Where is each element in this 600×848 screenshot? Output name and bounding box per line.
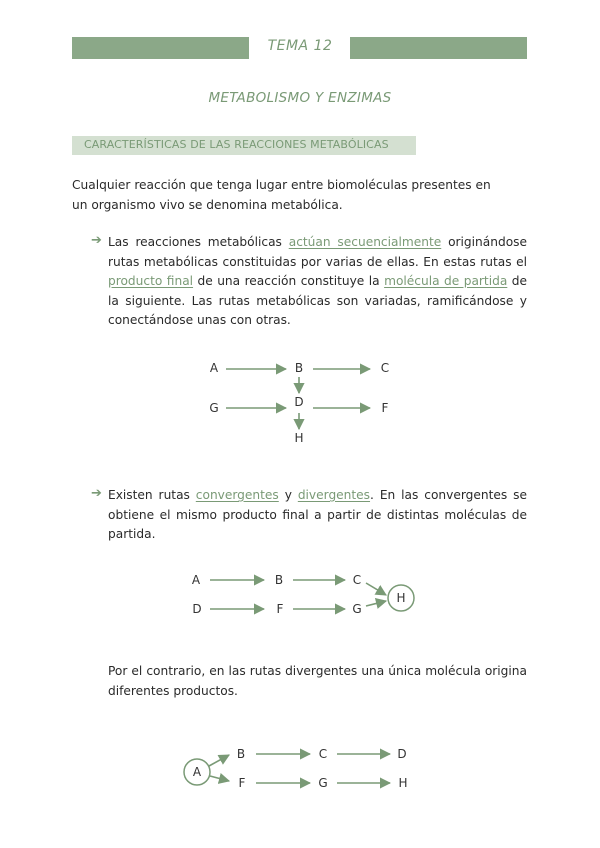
node-C: C <box>318 747 328 761</box>
term-convergentes: convergentes <box>195 488 279 502</box>
document-subtitle: METABOLISMO Y ENZIMAS <box>208 90 392 106</box>
node-A: A <box>191 573 201 587</box>
term-molecula-de-partida: molécula de partida <box>384 274 508 288</box>
term-producto-final: producto final <box>108 274 194 288</box>
node-H: H <box>294 431 304 445</box>
term-divergentes: divergentes <box>297 488 371 502</box>
diagram-divergent <box>184 747 408 790</box>
node-G: G <box>209 401 219 415</box>
node-D: D <box>294 395 304 409</box>
node-G: G <box>318 776 328 790</box>
node-B: B <box>274 573 284 587</box>
page-title: TEMA 12 <box>267 38 333 54</box>
node-B: B <box>294 361 304 375</box>
node-A: A <box>209 361 219 375</box>
node-F: F <box>276 602 284 616</box>
diagram-convergent <box>192 573 414 616</box>
arrow-G-H <box>366 601 386 606</box>
diagram-branching <box>209 361 389 445</box>
arrow-bullet-icon: ➔ <box>91 486 102 501</box>
bullet1-text-3: de una reacción constituye la <box>193 274 385 288</box>
node-F: F <box>381 401 389 415</box>
arrow-bullet-icon: ➔ <box>91 233 102 248</box>
node-F: F <box>238 776 246 790</box>
node-C: C <box>380 361 390 375</box>
term-actuan-secuencialmente: actúan secuencialmente <box>288 235 442 249</box>
arrow-A-F <box>210 776 229 781</box>
intro-paragraph: Cualquier reacción que tenga lugar entre biomoléculas presentes en un organismo vivo se denomina metabólica. <box>72 178 491 212</box>
bullet1-text-2: originándose rutas metabólicas constituidas por varias de ellas. En estas rutas el <box>108 235 528 269</box>
arrow-C-H <box>366 583 386 595</box>
section-heading: CARACTERÍSTICAS DE LAS REACCIONES METABÓLICAS <box>84 138 389 151</box>
node-G: G <box>352 602 362 616</box>
bullet2-text-1: Existen rutas <box>108 488 196 502</box>
bullet1-text-4: de la siguiente. Las rutas metabólicas son variadas, ramificándose y conectándose unas con otras. <box>108 274 528 327</box>
arrow-A-B <box>209 755 229 766</box>
bullet1-text-1: Las reacciones metabólicas <box>108 235 289 249</box>
divergent-paragraph: Por el contrario, en las rutas divergentes una única molécula origina diferentes productos. <box>108 664 527 698</box>
node-C: C <box>352 573 362 587</box>
node-A: A <box>192 765 202 779</box>
node-D: D <box>397 747 407 761</box>
bullet2-text-3: . En las convergentes se obtiene el mismo producto final a partir de distintas moléculas de partida. <box>108 488 527 541</box>
node-B: B <box>236 747 246 761</box>
bullet2-text-2: y <box>278 488 298 502</box>
node-D: D <box>192 602 202 616</box>
node-H: H <box>398 776 408 790</box>
node-H: H <box>396 591 406 605</box>
